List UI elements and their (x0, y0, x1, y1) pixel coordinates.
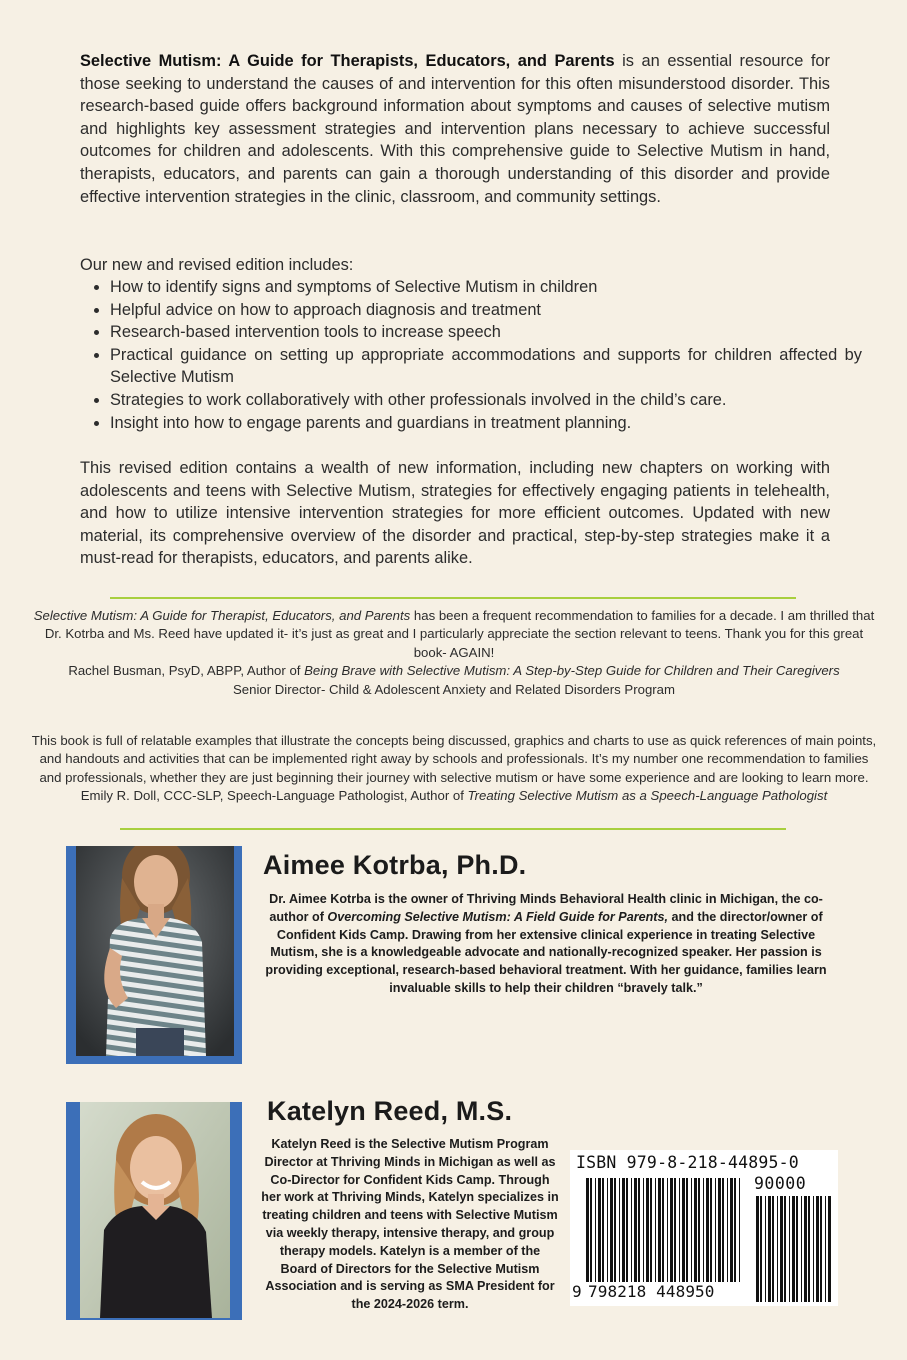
barcode-bar (804, 1196, 807, 1302)
feature-list (80, 276, 862, 434)
author-photo-reed (66, 1102, 242, 1320)
barcode-bar (670, 1178, 673, 1282)
barcode-bar (703, 1178, 704, 1282)
isbn-barcode (570, 1150, 838, 1306)
barcode-bar (602, 1178, 604, 1282)
barcode-bar (674, 1178, 676, 1282)
barcode-bar (595, 1178, 596, 1282)
feature-item: • Practical guidance on setting up appropriate accommodations and supports for children affected by Selective Mutism (110, 344, 862, 389)
barcode-bar (607, 1178, 608, 1282)
quoted-book-title: Selective Mutism: A Guide for Therapist, Educators, and Parents (33, 608, 411, 623)
testimonial-doll (30, 732, 878, 806)
author-book-title: Being Brave with Selective Mutism: A Step-by-Step Guide for Children and Their Caregivers (304, 663, 840, 679)
testimonial-author: Emily R. Doll, CCC-SLP, Speech-Language Pathologist, Author of (80, 788, 468, 804)
barcode-bar (734, 1178, 736, 1282)
barcode-bar (614, 1178, 616, 1282)
barcode-bar (715, 1178, 716, 1282)
barcode-bar (655, 1178, 656, 1282)
barcode-bar (646, 1178, 649, 1282)
barcode-bar (792, 1196, 795, 1302)
barcode-bar (828, 1196, 831, 1302)
barcode-bar (694, 1178, 697, 1282)
barcode-bar (643, 1178, 644, 1282)
barcode-bar (727, 1178, 728, 1282)
author-bio-reed: Katelyn Reed is the Selective Mutism Program Director at Thriving Minds in Michigan as well as Co-Director for Confident Kids Camp. Through her work at Thriving Minds, Katelyn specializes in treating children and teens with Selective Mutism via weekly therapy, intensive therapy, and group therapy models. Katelyn is a member of the Board of Directors for the Selective Mutism Association and is serving as SMA President for the 2024-2026 term. (261, 1137, 559, 1312)
barcode-bar (667, 1178, 668, 1282)
barcode-bar (765, 1196, 766, 1302)
barcode-bar (622, 1178, 625, 1282)
barcode-bar (590, 1178, 592, 1282)
divider-line (120, 828, 786, 830)
barcode-bar (662, 1178, 664, 1282)
bio-text: and the director/owner of Confident Kids Camp. Drawing from her extensive clinical experience in treating Selective Mutism, she is a knowledgeable advocate and nationally-recognized speaker. Her passion is providing exceptional, research-based behavioral treatment. With her guidance, families learn invaluable skills to help their children “bravely talk.” (265, 909, 827, 995)
barcode-bar (722, 1178, 724, 1282)
barcode-bar (691, 1178, 692, 1282)
barcode-bar (808, 1196, 810, 1302)
barcode-bar (801, 1196, 802, 1302)
price-code: 90000 (754, 1174, 807, 1193)
barcode-bar (820, 1196, 822, 1302)
barcode-bar (610, 1178, 613, 1282)
book-title: Selective Mutism: A Guide for Therapists, Educators, and Parents (80, 52, 615, 70)
author-book-title: Treating Selective Mutism as a Speech-Language Pathologist (467, 788, 828, 804)
barcode-bar (626, 1178, 628, 1282)
barcode-bar (777, 1196, 778, 1302)
barcode-digits: 798218 448950 (588, 1282, 715, 1301)
barcode-bar (698, 1178, 700, 1282)
barcode-bar (718, 1178, 721, 1282)
author-name-reed: Katelyn Reed, M.S. (267, 1096, 513, 1126)
feature-item: • How to identify signs and symptoms of Selective Mutism in children (110, 276, 862, 299)
barcode-bar (780, 1196, 783, 1302)
testimonial-author: Rachel Busman, PsyD, ABPP, Author of (68, 663, 305, 679)
feature-item: • Helpful advice on how to approach diagnosis and treatment (110, 299, 862, 322)
divider-line (110, 597, 796, 599)
revised-edition-paragraph: This revised edition contains a wealth of new information, including new chapters on working with adolescents and teens with Selective Mutism, strategies for effectively engaging patients in telehealth, and how to utilize intensive intervention strategies for more efficient outcomes. Updated with new material, its comprehensive overview of the disorder and practical, step-by-step strategies make it a must-read for therapists, educators, and parents alike. (80, 459, 830, 568)
author-name-kotrba: Aimee Kotrba, Ph.D. (263, 850, 527, 880)
feature-item: • Strategies to work collaboratively with other professionals involved in the child’s care. (110, 389, 862, 412)
barcode-bar (706, 1178, 709, 1282)
description-body: is an essential resource for those seeking to understand the causes of and intervention for this often misunderstood disorder. This research-based guide offers background information about symptoms and causes of selective mutism and highlights key assessment strategies and intervention plans necessary to achieve successful outcomes for children and adolescents. With this comprehensive guide to Selective Mutism in hand, therapists, educators, and parents can gain a thorough understanding of this disorder and provide effective intervention strategies in the clinic, classroom, and community settings. (80, 52, 830, 206)
testimonial-text: This book is full of relatable examples that illustrate the concepts being discussed, graphics and charts to use as quick references of main points, and handouts and activities that can be implemented right away by schools and professionals. It’s my number one recommendation to families and professionals, whether they are just beginning their journey with selective mutism or have some experience and are looking to learn more. (31, 733, 877, 785)
description-paragraph (80, 50, 830, 208)
barcode-bar (789, 1196, 790, 1302)
barcode-bar (638, 1178, 640, 1282)
includes-heading: Our new and revised edition includes: (80, 256, 354, 274)
barcode-bar (784, 1196, 786, 1302)
testimonial-text: has been a frequent recommendation to families for a decade. I am thrilled that Dr. Kotrba and Ms. Reed have updated it- it’s just as great and I particularly appreciate the section relevant to teens. Thank you for this great book- AGAIN! (44, 608, 875, 660)
author-photo-kotrba (66, 846, 242, 1064)
barcode-lead-digit: 9 (572, 1282, 582, 1301)
barcode-bar (710, 1178, 712, 1282)
author-bio-kotrba (256, 891, 836, 998)
barcode-bar (772, 1196, 774, 1302)
bio-text: Dr. Aimee Kotrba is the owner of Thriving Minds Behavioral Health clinic in Michigan, the co-author of (269, 892, 823, 924)
barcode-bar (768, 1196, 771, 1302)
barcode-bar (796, 1196, 798, 1302)
barcode-bar (730, 1178, 733, 1282)
feature-item: • Insight into how to engage parents and guardians in treatment planning. (110, 412, 862, 435)
barcode-bar (739, 1178, 740, 1282)
barcode-bar (686, 1178, 688, 1282)
barcode-bar (679, 1178, 680, 1282)
portrait-image (76, 846, 234, 1056)
barcode-bar (816, 1196, 819, 1302)
barcode-bar (658, 1178, 661, 1282)
isbn-label: ISBN 979-8-218-44895-0 (576, 1153, 799, 1172)
portrait-image (80, 1102, 230, 1318)
bio-book-title: Overcoming Selective Mutism: A Field Guide for Parents, (327, 909, 668, 924)
barcode-bar (760, 1196, 762, 1302)
barcode-bar (756, 1196, 759, 1302)
barcode-bar (825, 1196, 826, 1302)
barcode-bar (650, 1178, 652, 1282)
testimonial-busman (30, 607, 878, 699)
barcode-bar (586, 1178, 589, 1282)
feature-item: • Research-based intervention tools to increase speech (110, 321, 862, 344)
testimonial-author-role: Senior Director- Child & Adolescent Anxiety and Related Disorders Program (233, 681, 675, 697)
barcode-bar (598, 1178, 601, 1282)
barcode-bar (813, 1196, 814, 1302)
barcode-bar (634, 1178, 637, 1282)
barcode-bar (682, 1178, 685, 1282)
barcode-bar (619, 1178, 620, 1282)
barcode-bar (631, 1178, 632, 1282)
